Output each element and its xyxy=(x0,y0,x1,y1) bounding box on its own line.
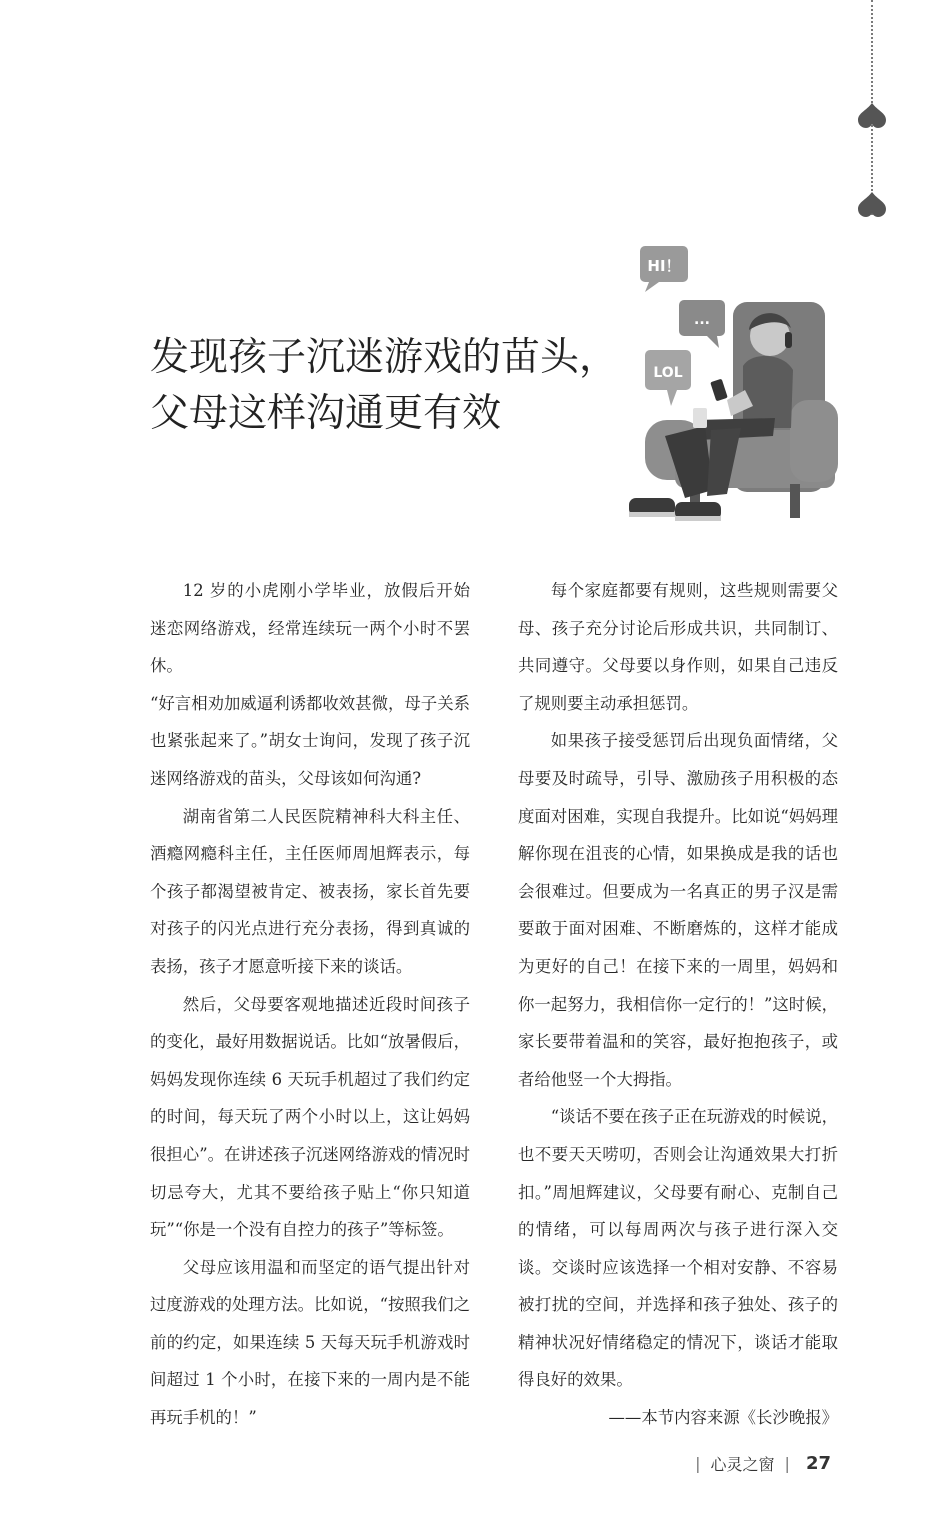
paragraph: “谈话不要在孩子正在玩游戏的时候说，也不要天天唠叨，否则会让沟通效果大打折扣。”周旭辉建议，父母要有耐心、克制自己的情绪，可以每周两次与孩子进行深入交谈。交谈时应该选择一个相对安静、不容易被打扰的空间，并选择和孩子独处、孩子的精神状况好情绪稳定的情况下，谈话才能取得良好的效果。 xyxy=(518,1107,838,1390)
heart-icon xyxy=(858,103,886,131)
paragraph: “好言相劝加威逼利诱都收效甚微，母子关系也紧张起来了。”胡女士询问，发现了孩子沉迷网络游戏的苗头，父母该如何沟通? xyxy=(150,693,470,788)
article-source: ——本节内容来源《长沙晚报》 xyxy=(608,1408,838,1428)
page-footer xyxy=(695,1452,831,1475)
section-name: 心灵之窗 xyxy=(710,1455,775,1474)
speech-bubble-hi xyxy=(640,246,688,292)
paragraph: 12 岁的小虎刚小学毕业，放假后开始迷恋网络游戏，经常连续玩一两个小时不罢休。 xyxy=(150,581,470,676)
bubble-text-lol: LOL xyxy=(653,365,683,381)
page-number: 27 xyxy=(805,1453,831,1474)
heart-icon xyxy=(858,192,886,220)
footer-divider: | xyxy=(784,1454,790,1473)
article-column-left xyxy=(150,572,470,1437)
speech-bubble-lol xyxy=(645,350,691,406)
paragraph: 每个家庭都要有规则，这些规则需要父母、孩子充分讨论后形成共识，共同制订、共同遵守。父母要以身作则，如果自己违反了规则要主动承担惩罚。 xyxy=(518,581,838,713)
paragraph: 父母应该用温和而坚定的语气提出针对过度游戏的处理方法。比如说，“按照我们之前的约定，如果连续 5 天每天玩手机游戏时间超过 1 个小时，在接下来的一周内是不能再玩手机的！” xyxy=(150,1257,470,1428)
footer-divider: | xyxy=(695,1454,701,1473)
paragraph: 如果孩子接受惩罚后出现负面情绪，父母要及时疏导，引导、激励孩子用积极的态度面对困难，实现自我提升。比如说“妈妈理解你现在沮丧的心情，如果换成是我的话也会很难过。但要成为一名真正的男子汉是需要敢于面对困难、不断磨炼的，这样才能成为更好的自己！在接下来的一周里，妈妈和你一起努力，我相信你一定行的！”这时候，家长要带着温和的笑容，最好抱抱孩子，或者给他竖一个大拇指。 xyxy=(518,731,838,1089)
bubble-text-hi: HI！ xyxy=(647,257,681,275)
article-title xyxy=(150,330,619,442)
paragraph: 湖南省第二人民医院精神科大科主任、酒瘾网瘾科主任，主任医师周旭辉表示，每个孩子都渴望被肯定、被表扬，家长首先要对孩子的闪光点进行充分表扬，得到真诚的表扬，孩子才愿意听接下来的谈话。 xyxy=(150,806,470,976)
boy-on-armchair-with-phone-illustration xyxy=(615,240,845,530)
speech-bubble-dots xyxy=(679,300,725,348)
title-line-1: 发现孩子沉迷游戏的苗头， xyxy=(150,335,619,380)
bubble-text-dots: ... xyxy=(694,312,710,328)
article-column-right xyxy=(518,572,838,1437)
title-line-2: 父母这样沟通更有效 xyxy=(150,391,502,436)
paragraph: 然后，父母要客观地描述近段时间孩子的变化，最好用数据说话。比如“放暑假后，妈妈发现你连续 6 天玩手机超过了我们约定的时间，每天玩了两个小时以上，这让妈妈很担心”。在讲述孩子沉迷网络游戏的情况时切忌夸大，尤其不要给孩子贴上“你只知道玩”“你是一个没有自控力的孩子”等标签。 xyxy=(150,994,470,1240)
